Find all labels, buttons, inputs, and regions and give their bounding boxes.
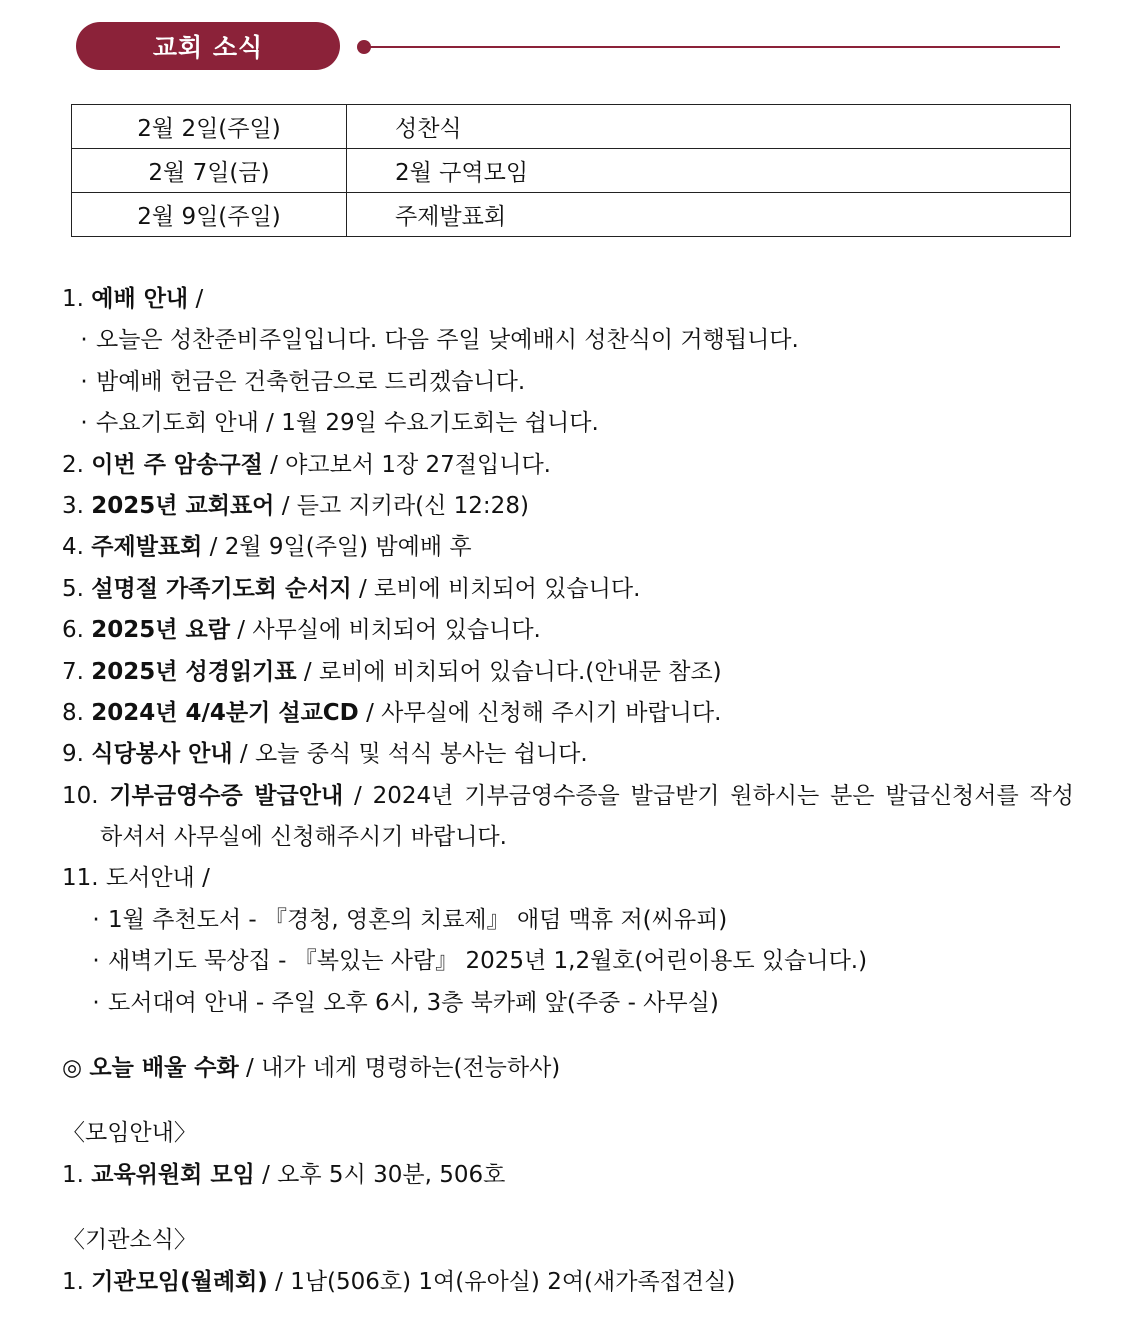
notice-number: 2. [62, 451, 84, 478]
meetings-heading: 〈모임안내〉 [62, 1120, 197, 1147]
notice-3 [62, 486, 1074, 527]
bullet-icon: · [80, 410, 88, 437]
schedule-table [71, 104, 1071, 237]
notice-10 [62, 776, 1074, 817]
bullet-icon: · [92, 989, 100, 1016]
section-title: 교회 소식 [152, 33, 264, 62]
meeting-number: 1. [62, 1161, 84, 1188]
list-item-text: 새벽기도 묵상집 - 『복있는 사람』 2025년 1,2월호(어린이용도 있습니다.) [108, 948, 868, 975]
notice-number: 1. [62, 286, 84, 312]
notice-title: 2024년 4/4분기 설교CD [91, 699, 359, 726]
notice-number: 6. [62, 617, 84, 644]
spacer [62, 1024, 1074, 1048]
notice-4 [62, 527, 1074, 568]
notice-11 [62, 858, 1074, 899]
notice-text: / 사무실에 비치되어 있습니다. [229, 617, 541, 644]
meeting-item [62, 1155, 1074, 1196]
hymn-title: 오늘 배울 수화 [89, 1055, 239, 1082]
list-item [62, 983, 1074, 1024]
notice-title: 2025년 성경읽기표 [91, 658, 297, 685]
meeting-text: / 오후 5시 30분, 506호 [254, 1161, 506, 1188]
list-item-text: 오늘은 성찬준비주일입니다. 다음 주일 낮예배시 성찬식이 거행됩니다. [96, 327, 799, 354]
notice-text: / 오늘 중식 및 석식 봉사는 쉽니다. [232, 741, 588, 768]
notice-title: 2025년 요람 [91, 617, 230, 644]
notice-10-continuation: 하셔서 사무실에 신청해주시기 바랍니다. [100, 824, 507, 851]
header-divider-line [368, 46, 1060, 48]
notice-text: / 듣고 지키라(신 12:28) [274, 492, 529, 519]
meeting-title: 교육위원회 모임 [91, 1161, 255, 1188]
schedule-date: 2월 9일(주일) [72, 193, 347, 237]
notice-number: 8. [62, 699, 84, 726]
organization-number: 1. [62, 1268, 84, 1295]
notice-number: 11. [62, 865, 99, 892]
notice-title: 2025년 교회표어 [91, 492, 275, 519]
notice-number: 9. [62, 741, 84, 768]
notice-text: / 로비에 비치되어 있습니다. [351, 575, 641, 602]
bullet-icon: · [92, 906, 100, 933]
bullet-icon: · [80, 368, 88, 395]
schedule-event: 주제발표회 [347, 193, 1071, 237]
notice-6 [62, 610, 1074, 651]
notice-text: / 야고보서 1장 27절입니다. [262, 451, 551, 478]
list-item-text: 도서대여 안내 - 주일 오후 6시, 3층 북카페 앞(주중 - 사무실) [108, 989, 719, 1016]
notice-1 [62, 279, 1074, 320]
hymn-notice [62, 1048, 1074, 1089]
list-item-text: 1월 추천도서 - 『경청, 영혼의 치료제』 애덤 맥휴 저(씨유피) [108, 906, 728, 933]
notice-text: / 2024년 기부금영수증을 발급받기 원하시는 분은 발급신청서를 작성 [343, 782, 1074, 809]
notices-list [62, 279, 1074, 1303]
notice-title: 식당봉사 안내 [91, 741, 233, 768]
notice-number: 7. [62, 658, 84, 685]
schedule-event: 성찬식 [347, 105, 1071, 149]
table-row [72, 149, 1071, 193]
spacer [62, 1196, 1074, 1220]
section-header [76, 22, 1066, 72]
notice-separator: / [188, 286, 204, 312]
list-item [62, 900, 1074, 941]
bullet-icon: · [92, 948, 100, 975]
organization-item [62, 1262, 1074, 1303]
notice-number: 4. [62, 534, 84, 561]
notice-title: 도서안내 [105, 865, 195, 892]
table-row [72, 105, 1071, 149]
schedule-date: 2월 7일(금) [72, 149, 347, 193]
notice-5 [62, 569, 1074, 610]
list-item [62, 362, 1074, 403]
notice-text: / 로비에 비치되어 있습니다.(안내문 참조) [296, 658, 722, 685]
list-item [62, 320, 1074, 361]
table-row [72, 193, 1071, 237]
notice-number: 5. [62, 575, 84, 602]
notice-number: 3. [62, 492, 84, 519]
notice-text: / 2월 9일(주일) 밤예배 후 [202, 534, 472, 561]
notice-2 [62, 445, 1074, 486]
organizations-heading: 〈기관소식〉 [62, 1227, 197, 1254]
notice-separator: / [194, 865, 210, 892]
notice-8 [62, 693, 1074, 734]
notice-7 [62, 652, 1074, 693]
notice-text: / 사무실에 신청해 주시기 바랍니다. [358, 699, 722, 726]
notice-number: 10. [62, 782, 99, 809]
spacer [62, 1089, 1074, 1113]
organization-title: 기관모임(월례회) [91, 1268, 268, 1295]
list-item [62, 941, 1074, 982]
list-item-text: 밤예배 헌금은 건축헌금으로 드리겠습니다. [96, 368, 526, 395]
notice-title: 기부금영수증 발급안내 [109, 782, 344, 809]
notice-9 [62, 734, 1074, 775]
notice-title: 이번 주 암송구절 [91, 451, 263, 478]
notice-title: 주제발표회 [91, 534, 203, 561]
notice-title: 예배 안내 [91, 286, 189, 312]
list-item-text: 수요기도회 안내 / 1월 29일 수요기도회는 쉽니다. [96, 410, 599, 437]
list-item [62, 403, 1074, 444]
schedule-event: 2월 구역모임 [347, 149, 1071, 193]
organization-text: / 1남(506호) 1여(유아실) 2여(새가족접견실) [267, 1268, 736, 1295]
notice-title: 설명절 가족기도회 순서지 [91, 575, 352, 602]
schedule-date: 2월 2일(주일) [72, 105, 347, 149]
section-title-pill [76, 22, 340, 70]
bullet-icon: · [80, 327, 88, 354]
double-circle-icon: ◎ [62, 1055, 83, 1082]
hymn-text: / 내가 네게 명령하는(전능하사) [238, 1055, 561, 1082]
